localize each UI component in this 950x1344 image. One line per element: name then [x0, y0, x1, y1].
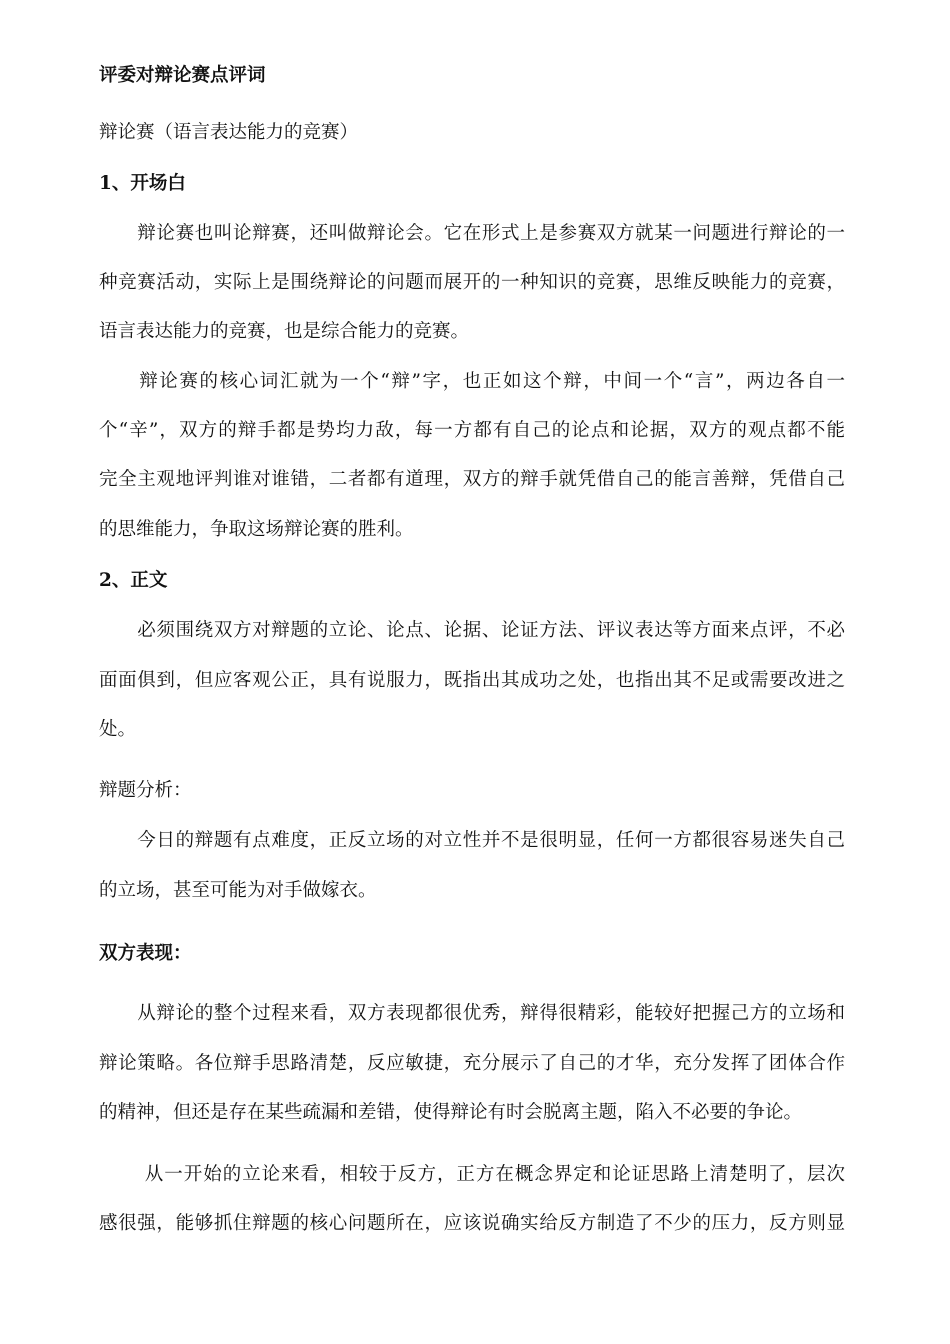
paragraph-line: 的思维能力，争取这场辩论赛的胜利。 [99, 519, 414, 540]
paragraph-line: 感很强，能够抓住辩题的核心问题所在，应该说确实给反方制造了不少的压力，反方则显 [99, 1213, 845, 1234]
paragraph-line: 完全主观地评判谁对谁错，二者都有道理，双方的辩手就凭借自己的能言善辩，凭借自己 [99, 469, 845, 490]
paragraph-line: 的精神，但还是存在某些疏漏和差错，使得辩论有时会脱离主题，陷入不必要的争论。 [99, 1102, 803, 1123]
document-subtitle: 辩论赛（语言表达能力的竞赛） [99, 122, 359, 143]
paragraph-line: 辩论赛也叫论辩赛，还叫做辩论会。它在形式上是参赛双方就某一问题进行辩论的一 [99, 223, 845, 244]
subheading-performance: 双方表现： [99, 943, 192, 964]
paragraph-line: 辩论策略。各位辩手思路清楚，反应敏捷，充分展示了自己的才华，充分发挥了团体合作 [99, 1053, 845, 1074]
paragraph-line: 语言表达能力的竞赛，也是综合能力的竞赛。 [99, 321, 470, 342]
paragraph-line: 从一开始的立论来看，相较于反方，正方在概念界定和论证思路上清楚明了，层次 [99, 1164, 845, 1185]
section-heading-opening: 1、开场白 [99, 173, 186, 194]
paragraph-line: 辩论赛的核心词汇就为一个“辩”字，也正如这个辩，中间一个“言”，两边各自一 [99, 371, 845, 392]
paragraph-line: 今日的辩题有点难度，正反立场的对立性并不是很明显，任何一方都很容易迷失自己 [99, 830, 845, 851]
paragraph-line: 种竞赛活动，实际上是围绕辩论的问题而展开的一种知识的竞赛，思维反映能力的竞赛， [99, 272, 845, 293]
section-heading-body: 2、正文 [99, 570, 168, 591]
paragraph-line: 处。 [99, 719, 137, 740]
paragraph-line: 从辩论的整个过程来看，双方表现都很优秀，辩得很精彩，能较好把握己方的立场和 [99, 1003, 845, 1024]
document-title: 评委对辩论赛点评词 [99, 65, 266, 86]
paragraph-line: 必须围绕双方对辩题的立论、论点、论据、论证方法、评议表达等方面来点评，不必 [99, 620, 845, 641]
paragraph-line: 个“辛”，双方的辩手都是势均力敌，每一方都有自己的论点和论据，双方的观点都不能 [99, 420, 845, 441]
paragraph-line: 面面俱到，但应客观公正，具有说服力，既指出其成功之处，也指出其不足或需要改进之 [99, 670, 845, 691]
subheading-topic-analysis: 辩题分析： [99, 780, 192, 801]
paragraph-line: 的立场，甚至可能为对手做嫁衣。 [99, 880, 377, 901]
